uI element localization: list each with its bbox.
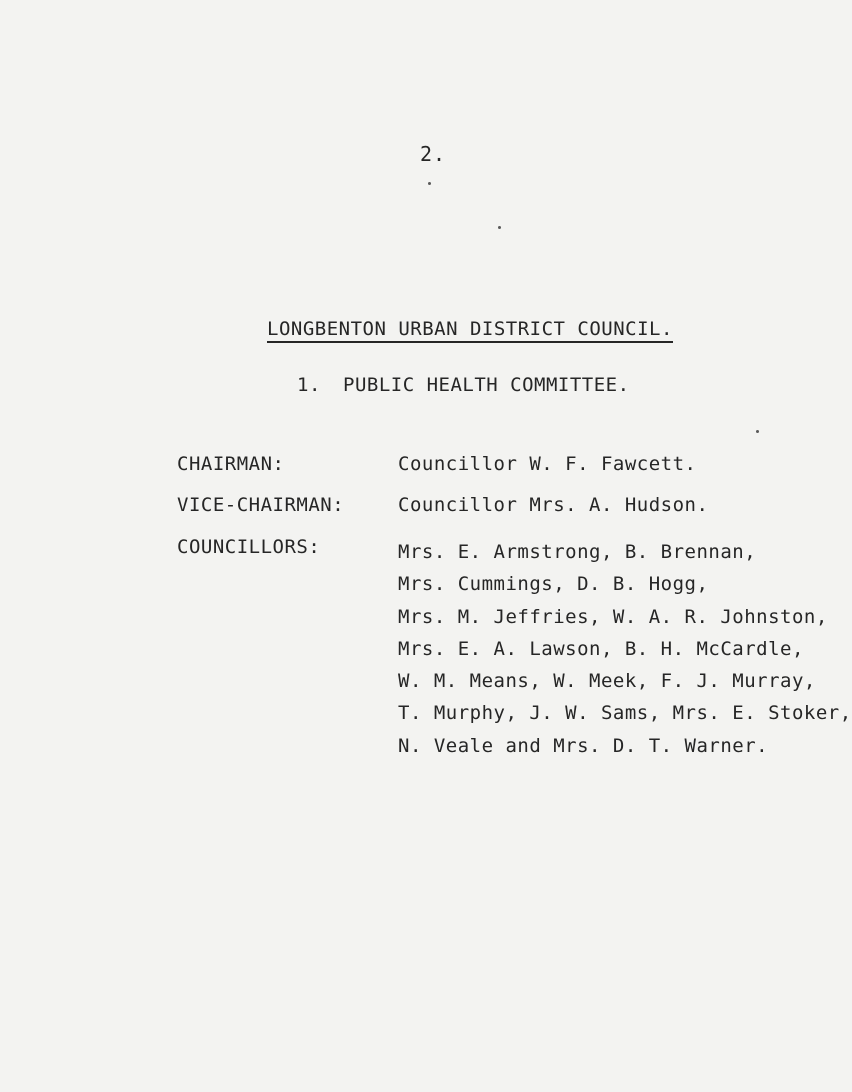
chairman-label: CHAIRMAN: [177,453,285,475]
councillors-line: W. M. Means, W. Meek, F. J. Murray, [398,670,816,693]
councillors-line: Mrs. M. Jeffries, W. A. R. Johnston, [398,605,828,628]
council-title: LONGBENTON URBAN DISTRICT COUNCIL. [267,318,673,343]
paper-speck [498,226,501,229]
councillors-line: Mrs. E. A. Lawson, B. H. McCardle, [398,637,804,660]
page-number: 2. [420,142,447,166]
councillors-list [398,536,852,762]
paper-speck [428,182,431,185]
paper-speck [756,430,759,433]
councillors-line: N. Veale and Mrs. D. T. Warner. [398,734,769,757]
committee-number: 1. [297,374,321,396]
councillors-line: T. Murphy, J. W. Sams, Mrs. E. Stoker, [398,702,852,725]
committee-heading [297,374,630,396]
councillors-line: Mrs. E. Armstrong, B. Brennan, [398,541,757,563]
councillors-line: Mrs. Cummings, D. B. Hogg, [398,573,709,596]
councillors-label: COUNCILLORS: [177,536,321,558]
vice-chairman-value: Councillor Mrs. A. Hudson. [398,494,709,516]
vice-chairman-label: VICE-CHAIRMAN: [177,494,345,516]
committee-name: PUBLIC HEALTH COMMITTEE. [343,374,630,396]
chairman-value: Councillor W. F. Fawcett. [398,453,697,475]
